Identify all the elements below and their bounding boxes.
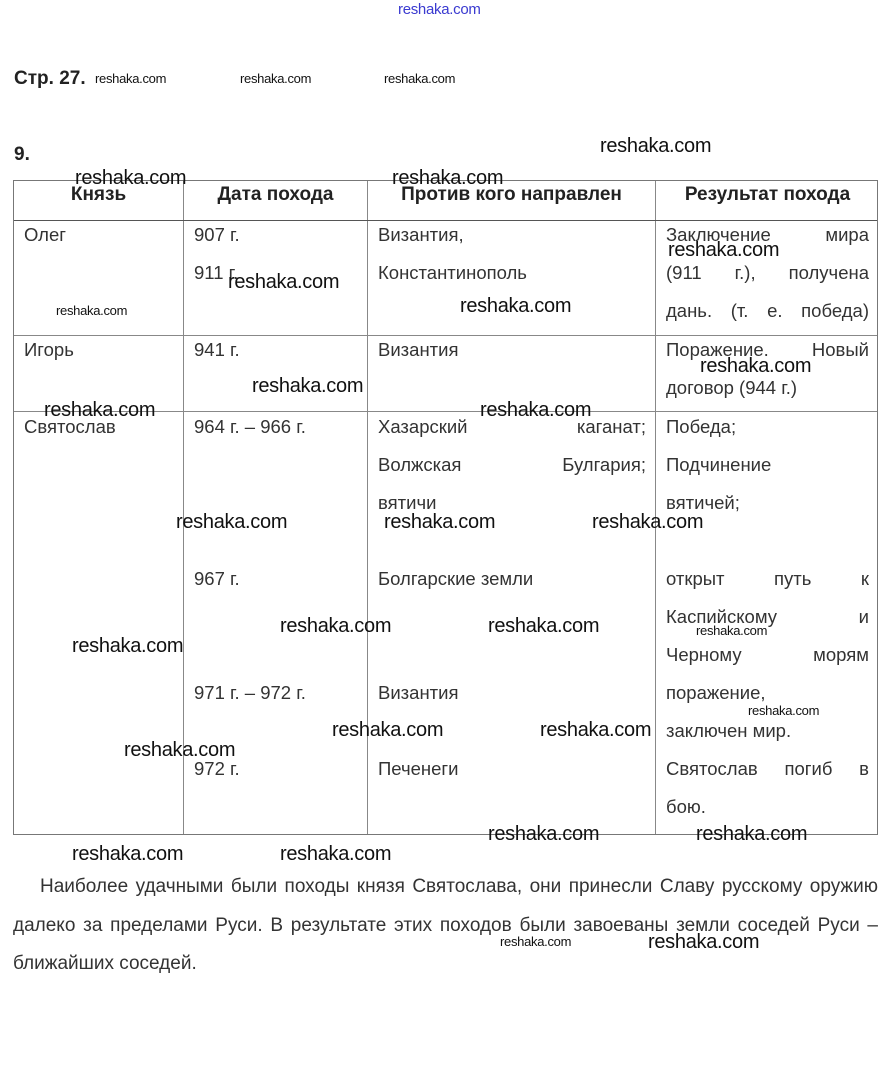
watermark: reshaka.com xyxy=(648,931,760,953)
cell-line: Византия, xyxy=(378,224,464,245)
watermark: reshaka.com xyxy=(500,934,572,949)
cell-line: 971 г. – 972 г. xyxy=(194,682,306,703)
watermark: reshaka.com xyxy=(124,739,236,761)
header-result: Результат похода xyxy=(684,184,851,205)
cell-line: Олег xyxy=(24,224,67,245)
watermark: reshaka.com xyxy=(488,615,600,637)
cell-line xyxy=(194,636,359,674)
watermark: reshaka.com xyxy=(480,399,592,421)
cell-line: Святослав погиб в xyxy=(666,758,869,779)
cell-line: Волжская Булгария; xyxy=(378,454,646,475)
cell-line: Хазарский каганат; xyxy=(378,416,646,437)
cell-line xyxy=(378,636,646,674)
cell-line: Византия xyxy=(378,682,459,703)
task-number: 9. xyxy=(14,144,30,165)
watermark: reshaka.com xyxy=(540,719,652,741)
cell-line: (911 г.), получена xyxy=(666,262,869,283)
watermark: reshaka.com xyxy=(384,511,496,533)
watermark: reshaka.com xyxy=(700,355,812,377)
conclusion-paragraph: Наиболее удачными были походы князя Святослава, они принесли Славу русскому оружию далеко за пределами Руси. В результате этих походов были завоеваны земли соседей Руси – ближайших соседей. xyxy=(13,876,878,974)
cell-line: 972 г. xyxy=(194,758,240,779)
watermark: reshaka.com xyxy=(75,167,187,189)
cell-prince xyxy=(24,216,174,254)
cell-line: 907 г. xyxy=(194,224,240,245)
cell-line: 911 г. xyxy=(194,262,239,283)
cell-line: Святослав xyxy=(24,416,116,437)
cell-line: Заключение мира xyxy=(666,224,869,245)
watermark: reshaka.com xyxy=(696,623,768,638)
cell-line: вятичи xyxy=(378,492,437,513)
cell-line: дань. (т. е. победа) xyxy=(666,300,869,321)
watermark: reshaka.com xyxy=(392,167,504,189)
watermark: reshaka.com xyxy=(228,271,340,293)
watermark: reshaka.com xyxy=(696,823,808,845)
watermark: reshaka.com xyxy=(748,703,820,718)
cell-line: договор (944 г.) xyxy=(666,377,798,398)
page-label: Стр. 27. xyxy=(14,68,86,89)
watermark: reshaka.com xyxy=(176,511,288,533)
watermark: reshaka.com xyxy=(592,511,704,533)
cell-line: поражение, xyxy=(666,682,766,703)
cell-line: Поражение. Новый xyxy=(666,339,869,360)
cell-line: Игорь xyxy=(24,339,74,360)
column-divider xyxy=(183,181,184,834)
column-divider xyxy=(655,181,656,834)
cell-line: открыт путь к xyxy=(666,568,869,589)
cell-line: Подчинение xyxy=(666,454,772,475)
watermark: reshaka.com xyxy=(240,71,312,86)
watermark: reshaka.com xyxy=(44,399,156,421)
cell-line: бою. xyxy=(666,796,706,817)
header-against: Против кого направлен xyxy=(401,184,622,205)
watermark: reshaka.com xyxy=(488,823,600,845)
watermark: reshaka.com xyxy=(280,843,392,865)
cell-line: Византия xyxy=(378,339,459,360)
watermark: reshaka.com xyxy=(95,71,167,86)
watermark: reshaka.com xyxy=(56,303,128,318)
cell-against xyxy=(378,331,646,369)
header-date: Дата похода xyxy=(217,184,334,205)
watermark: reshaka.com xyxy=(460,295,572,317)
cell-line: 941 г. xyxy=(194,339,240,360)
cell-line: Победа; xyxy=(666,416,737,437)
cell-line: Болгарские земли xyxy=(378,568,534,589)
cell-line xyxy=(194,446,359,484)
cell-dates xyxy=(194,331,359,369)
cell-line: заключен мир. xyxy=(666,720,792,741)
watermark-link[interactable]: reshaka.com xyxy=(398,1,481,18)
cell-against xyxy=(378,216,646,292)
campaigns-table xyxy=(13,180,878,835)
watermark: reshaka.com xyxy=(600,135,712,157)
cell-result xyxy=(666,216,869,330)
cell-result xyxy=(666,408,869,826)
cell-prince xyxy=(24,331,174,369)
header-prince: Князь xyxy=(70,184,127,205)
cell-line: 964 г. – 966 г. xyxy=(194,416,306,437)
watermark: reshaka.com xyxy=(252,375,364,397)
watermark: reshaka.com xyxy=(668,239,780,261)
cell-line: Печенеги xyxy=(378,758,459,779)
cell-line: вятичей; xyxy=(666,492,740,513)
watermark: reshaka.com xyxy=(384,71,456,86)
watermark: reshaka.com xyxy=(72,635,184,657)
watermark: reshaka.com xyxy=(72,843,184,865)
watermark: reshaka.com xyxy=(280,615,392,637)
cell-line: Константинополь xyxy=(378,262,527,283)
watermark: reshaka.com xyxy=(332,719,444,741)
cell-line: 967 г. xyxy=(194,568,240,589)
cell-line: Черному морям xyxy=(666,644,869,665)
cell-line: Каспийскому и xyxy=(666,606,869,627)
